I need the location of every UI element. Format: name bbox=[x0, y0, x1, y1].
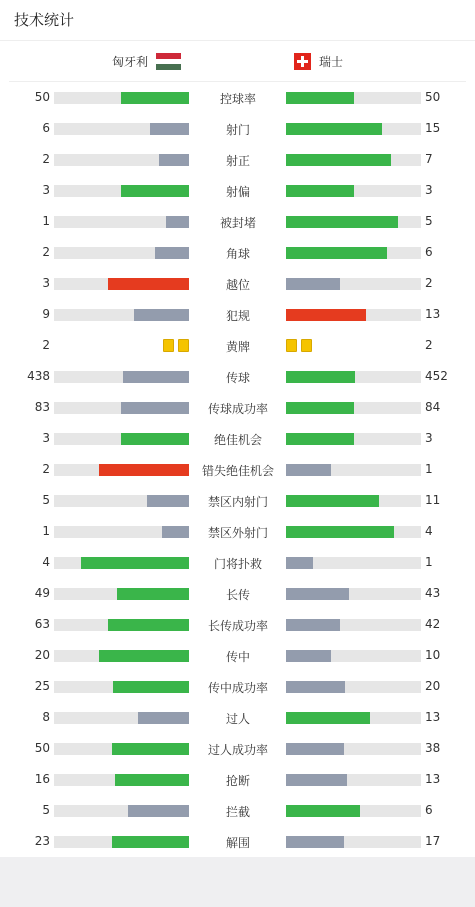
away-bar-track bbox=[286, 402, 421, 414]
home-bar bbox=[138, 712, 189, 724]
stat-row bbox=[0, 764, 475, 795]
yellow-card-icon bbox=[178, 339, 189, 352]
away-bar-track bbox=[286, 123, 421, 135]
stat-row bbox=[0, 733, 475, 764]
home-value: 2 bbox=[42, 338, 50, 352]
away-bar bbox=[286, 216, 398, 228]
away-bar bbox=[286, 402, 354, 414]
away-bar-track bbox=[286, 712, 421, 724]
away-bar bbox=[286, 371, 355, 383]
stats-list bbox=[0, 82, 475, 857]
stat-label: 传球成功率 bbox=[207, 402, 268, 416]
away-bar-track bbox=[286, 743, 421, 755]
stat-row bbox=[0, 144, 475, 175]
stat-label: 犯规 bbox=[225, 309, 250, 323]
away-value: 2 bbox=[425, 338, 433, 352]
stat-row bbox=[0, 237, 475, 268]
stat-label: 传球 bbox=[225, 371, 250, 385]
stat-row bbox=[0, 547, 475, 578]
away-team bbox=[294, 53, 343, 70]
yellow-card-icon bbox=[163, 339, 174, 352]
stat-label: 过人 bbox=[225, 712, 250, 726]
home-bar-track bbox=[54, 154, 189, 166]
away-bar-track bbox=[286, 371, 421, 383]
home-value: 3 bbox=[42, 276, 50, 290]
stat-row bbox=[0, 299, 475, 330]
home-bar bbox=[123, 371, 189, 383]
away-bar bbox=[286, 805, 360, 817]
away-value: 84 bbox=[425, 400, 441, 414]
home-value: 50 bbox=[34, 741, 50, 755]
away-bar-track bbox=[286, 309, 421, 321]
away-value: 452 bbox=[425, 369, 448, 383]
away-bar-track bbox=[286, 464, 421, 476]
stat-row bbox=[0, 175, 475, 206]
stat-row bbox=[0, 578, 475, 609]
stat-label: 长传成功率 bbox=[207, 619, 268, 633]
away-bar-track bbox=[286, 557, 421, 569]
home-bar bbox=[159, 154, 189, 166]
away-value: 1 bbox=[425, 462, 433, 476]
away-bar bbox=[286, 278, 340, 290]
home-bar bbox=[166, 216, 189, 228]
home-value: 5 bbox=[42, 803, 50, 817]
home-bar-track bbox=[54, 712, 189, 724]
away-bar bbox=[286, 185, 354, 197]
away-bar-track bbox=[286, 433, 421, 445]
stat-label: 抢断 bbox=[225, 774, 250, 788]
home-bar-track bbox=[54, 247, 189, 259]
home-value: 4 bbox=[42, 555, 50, 569]
away-bar-track bbox=[286, 495, 421, 507]
away-bar-track bbox=[286, 216, 421, 228]
home-bar-track bbox=[54, 774, 189, 786]
away-value: 3 bbox=[425, 431, 433, 445]
away-bar bbox=[286, 433, 354, 445]
home-bar-track bbox=[54, 619, 189, 631]
home-bar bbox=[113, 681, 189, 693]
home-bar-track bbox=[54, 836, 189, 848]
home-bar bbox=[112, 836, 189, 848]
home-value: 63 bbox=[34, 617, 50, 631]
away-value: 1 bbox=[425, 555, 433, 569]
away-value: 20 bbox=[425, 679, 441, 693]
stat-row bbox=[0, 268, 475, 299]
stat-row bbox=[0, 423, 475, 454]
away-value: 7 bbox=[425, 152, 433, 166]
away-bar-track bbox=[286, 650, 421, 662]
away-bar bbox=[286, 743, 344, 755]
away-bar-track bbox=[286, 154, 421, 166]
stat-label: 射门 bbox=[225, 123, 250, 137]
stat-label: 被封堵 bbox=[219, 216, 256, 230]
home-value: 83 bbox=[34, 400, 50, 414]
away-bar bbox=[286, 557, 313, 569]
away-team-name: 瑞士 bbox=[319, 55, 344, 69]
away-value: 42 bbox=[425, 617, 441, 631]
home-value: 50 bbox=[34, 90, 50, 104]
stat-label: 射偏 bbox=[225, 185, 250, 199]
stat-row bbox=[0, 795, 475, 826]
home-bar bbox=[128, 805, 189, 817]
home-bar-track bbox=[54, 402, 189, 414]
away-bar bbox=[286, 836, 344, 848]
home-value: 3 bbox=[42, 183, 50, 197]
away-bar-track bbox=[286, 185, 421, 197]
teams-header bbox=[9, 41, 466, 82]
away-value: 13 bbox=[425, 710, 441, 724]
home-bar-track bbox=[54, 371, 189, 383]
stat-row bbox=[0, 206, 475, 237]
away-value: 5 bbox=[425, 214, 433, 228]
stat-label: 禁区外射门 bbox=[207, 526, 268, 540]
away-bar-track bbox=[286, 805, 421, 817]
home-value: 23 bbox=[34, 834, 50, 848]
stat-label: 门将扑救 bbox=[213, 557, 262, 571]
home-value: 49 bbox=[34, 586, 50, 600]
stat-label: 解围 bbox=[225, 836, 250, 850]
home-bar-track bbox=[54, 557, 189, 569]
home-bar-track bbox=[54, 495, 189, 507]
home-bar bbox=[121, 185, 189, 197]
home-value: 2 bbox=[42, 152, 50, 166]
home-bar-track bbox=[54, 681, 189, 693]
away-bar bbox=[286, 774, 347, 786]
yellow-card-icon bbox=[301, 339, 312, 352]
stat-label: 射正 bbox=[225, 154, 250, 168]
home-value: 9 bbox=[42, 307, 50, 321]
stat-label: 绝佳机会 bbox=[213, 433, 262, 447]
stat-label: 拦截 bbox=[225, 805, 250, 819]
home-bar bbox=[108, 278, 189, 290]
home-bar-track bbox=[54, 92, 189, 104]
away-value: 4 bbox=[425, 524, 433, 538]
stat-row bbox=[0, 702, 475, 733]
home-bar bbox=[99, 464, 189, 476]
away-value: 2 bbox=[425, 276, 433, 290]
away-value: 50 bbox=[425, 90, 441, 104]
home-value: 1 bbox=[42, 214, 50, 228]
away-bar bbox=[286, 123, 382, 135]
away-value: 43 bbox=[425, 586, 441, 600]
home-bar-track bbox=[54, 743, 189, 755]
home-bar-track bbox=[54, 526, 189, 538]
away-value: 13 bbox=[425, 307, 441, 321]
stat-row bbox=[0, 671, 475, 702]
away-value: 38 bbox=[425, 741, 441, 755]
away-bar bbox=[286, 712, 370, 724]
away-bar bbox=[286, 309, 366, 321]
away-bar-track bbox=[286, 247, 421, 259]
home-bar-track bbox=[54, 185, 189, 197]
page-title: 技术统计 bbox=[0, 0, 475, 41]
home-bar bbox=[121, 402, 189, 414]
stat-row bbox=[0, 113, 475, 144]
stat-row bbox=[0, 82, 475, 113]
home-bar bbox=[115, 774, 189, 786]
home-value: 3 bbox=[42, 431, 50, 445]
away-bar-track bbox=[286, 588, 421, 600]
home-bar bbox=[112, 743, 189, 755]
away-bar-track bbox=[286, 278, 421, 290]
home-yellow-cards bbox=[163, 339, 189, 352]
home-bar-track bbox=[54, 464, 189, 476]
away-bar bbox=[286, 681, 345, 693]
stat-label: 控球率 bbox=[219, 92, 256, 106]
home-bar-track bbox=[54, 805, 189, 817]
home-bar bbox=[99, 650, 189, 662]
stat-row bbox=[0, 454, 475, 485]
yellow-card-icon bbox=[286, 339, 297, 352]
home-bar bbox=[162, 526, 189, 538]
stat-label: 禁区内射门 bbox=[207, 495, 268, 509]
home-value: 5 bbox=[42, 493, 50, 507]
away-value: 10 bbox=[425, 648, 441, 662]
away-bar bbox=[286, 464, 331, 476]
stat-row bbox=[0, 330, 475, 361]
home-bar-track bbox=[54, 123, 189, 135]
away-yellow-cards bbox=[286, 339, 312, 352]
home-team-name: 匈牙利 bbox=[111, 55, 148, 69]
stat-label: 角球 bbox=[225, 247, 250, 261]
away-bar-track bbox=[286, 836, 421, 848]
away-value: 11 bbox=[425, 493, 441, 507]
home-value: 1 bbox=[42, 524, 50, 538]
stat-label: 错失绝佳机会 bbox=[201, 464, 274, 478]
away-bar bbox=[286, 247, 387, 259]
away-bar-track bbox=[286, 774, 421, 786]
home-bar bbox=[121, 92, 189, 104]
home-bar-track bbox=[54, 309, 189, 321]
stat-row bbox=[0, 485, 475, 516]
stat-label: 黄牌 bbox=[225, 340, 250, 354]
away-bar bbox=[286, 619, 340, 631]
home-bar bbox=[134, 309, 189, 321]
home-bar bbox=[121, 433, 189, 445]
stat-row bbox=[0, 361, 475, 392]
stat-row bbox=[0, 640, 475, 671]
home-bar bbox=[81, 557, 189, 569]
away-value: 13 bbox=[425, 772, 441, 786]
home-bar bbox=[150, 123, 189, 135]
away-bar bbox=[286, 526, 394, 538]
stat-row bbox=[0, 516, 475, 547]
away-value: 6 bbox=[425, 803, 433, 817]
home-value: 2 bbox=[42, 245, 50, 259]
away-value: 3 bbox=[425, 183, 433, 197]
away-bar-track bbox=[286, 526, 421, 538]
home-value: 16 bbox=[34, 772, 50, 786]
home-value: 20 bbox=[34, 648, 50, 662]
stat-label: 传中 bbox=[225, 650, 250, 664]
away-bar bbox=[286, 154, 391, 166]
home-team bbox=[112, 53, 181, 70]
home-value: 25 bbox=[34, 679, 50, 693]
home-value: 2 bbox=[42, 462, 50, 476]
home-bar bbox=[117, 588, 189, 600]
switzerland-flag-icon bbox=[294, 53, 311, 70]
home-bar bbox=[147, 495, 189, 507]
away-value: 15 bbox=[425, 121, 441, 135]
away-bar-track bbox=[286, 619, 421, 631]
away-bar-track bbox=[286, 92, 421, 104]
stat-label: 越位 bbox=[225, 278, 250, 292]
away-bar-track bbox=[286, 681, 421, 693]
home-bar-track bbox=[54, 588, 189, 600]
home-bar-track bbox=[54, 433, 189, 445]
away-bar bbox=[286, 588, 349, 600]
stat-label: 长传 bbox=[225, 588, 250, 602]
home-bar bbox=[108, 619, 189, 631]
home-value: 8 bbox=[42, 710, 50, 724]
stat-label: 传中成功率 bbox=[207, 681, 268, 695]
home-bar-track bbox=[54, 216, 189, 228]
away-value: 6 bbox=[425, 245, 433, 259]
home-value: 438 bbox=[27, 369, 50, 383]
stat-row bbox=[0, 609, 475, 640]
away-bar bbox=[286, 495, 379, 507]
away-bar bbox=[286, 92, 354, 104]
away-value: 17 bbox=[425, 834, 441, 848]
stat-label: 过人成功率 bbox=[207, 743, 268, 757]
home-bar-track bbox=[54, 278, 189, 290]
home-value: 6 bbox=[42, 121, 50, 135]
hungary-flag-icon bbox=[156, 53, 181, 70]
stat-row bbox=[0, 826, 475, 857]
home-bar-track bbox=[54, 650, 189, 662]
stat-row bbox=[0, 392, 475, 423]
home-bar bbox=[155, 247, 189, 259]
away-bar bbox=[286, 650, 331, 662]
